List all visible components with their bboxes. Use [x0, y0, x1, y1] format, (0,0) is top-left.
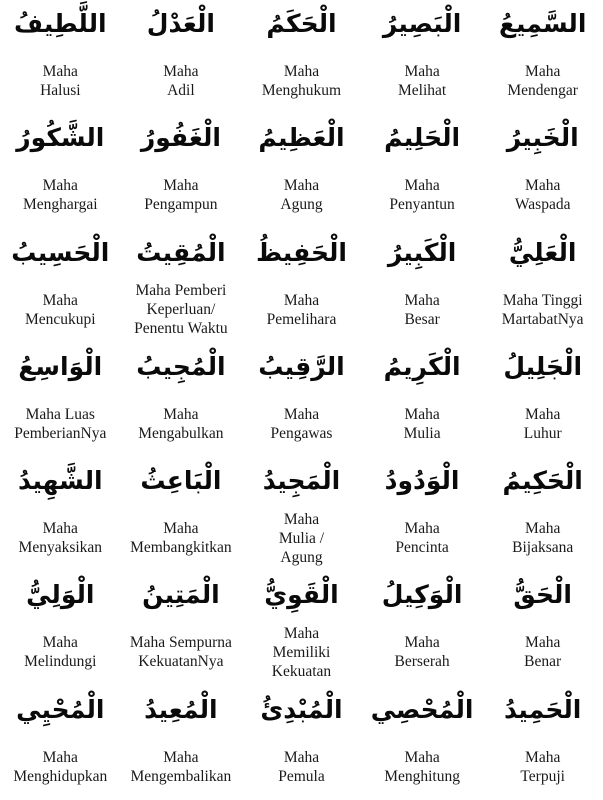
arabic-name: الْحَكَمُ — [266, 9, 337, 38]
meaning-line: Benar — [524, 653, 562, 671]
arabic-name: الْوَدُودُ — [384, 466, 460, 496]
meaning-line: MartabatNya — [501, 310, 584, 328]
name-cell — [0, 571, 121, 685]
name-cell — [0, 343, 121, 457]
arabic-name: الْحَلِيمُ — [384, 123, 461, 153]
name-meaning — [362, 164, 483, 226]
arabic-name: الْمَتِينُ — [142, 580, 220, 610]
meaning-line: KekuatanNya — [138, 653, 224, 671]
arabic-name: الْمُجِيبُ — [136, 351, 226, 381]
name-cell — [362, 229, 483, 343]
name-meaning — [0, 50, 121, 112]
arabic-name: الْعَلِيُّ — [508, 237, 577, 267]
meaning-line: Pengampun — [144, 196, 218, 214]
meaning-line: Maha — [404, 177, 440, 195]
name-meaning — [241, 507, 362, 569]
name-cell — [241, 229, 362, 343]
name-cell — [482, 343, 603, 457]
meaning-line: Maha — [283, 63, 320, 80]
name-meaning — [362, 621, 483, 683]
arabic-name: الْمُقِيتُ — [136, 237, 226, 267]
name-meaning — [0, 621, 121, 683]
arabic-name: الْوَكِيلُ — [381, 580, 463, 610]
meaning-line: Maha — [404, 405, 440, 423]
arabic-name: الْمُحْصِي — [370, 694, 474, 724]
meaning-line: Maha Luas — [25, 405, 95, 423]
meaning-line: Maha — [404, 63, 440, 80]
meaning-line: Maha — [283, 510, 320, 528]
arabic-name: السَّمِيعُ — [498, 9, 587, 38]
meaning-line: Mulia — [403, 424, 441, 442]
meaning-line: Maha — [163, 405, 199, 423]
meaning-line: Halusi — [40, 82, 81, 99]
meaning-line: Maha — [525, 520, 561, 538]
meaning-line: Luhur — [523, 424, 562, 442]
meaning-line: Maha Pemberi — [135, 282, 227, 300]
meaning-line: Maha — [283, 177, 320, 195]
arabic-name: الْعَدْلُ — [146, 9, 215, 38]
name-meaning — [0, 279, 121, 341]
meaning-line: Maha — [163, 520, 199, 538]
meaning-line: Mulia / — [278, 529, 325, 547]
arabic-name: الْحَسِيبُ — [11, 237, 110, 267]
name-cell — [121, 457, 242, 571]
name-meaning — [362, 736, 483, 798]
meaning-line: Mengembalikan — [130, 767, 232, 785]
name-meaning — [0, 164, 121, 226]
name-meaning — [482, 279, 603, 341]
arabic-name: الْحَكِيمُ — [502, 466, 583, 496]
meaning-line: Membangkitkan — [130, 539, 232, 557]
meaning-line: Menghargai — [22, 196, 98, 214]
meaning-line: Melihat — [397, 82, 447, 99]
name-cell — [241, 114, 362, 228]
meaning-line: Maha — [525, 634, 561, 652]
arabic-name: الْكَبِيرُ — [387, 237, 457, 267]
name-cell — [0, 114, 121, 228]
name-cell — [362, 114, 483, 228]
name-cell — [121, 343, 242, 457]
arabic-name: الْمُعِيدُ — [144, 694, 218, 724]
name-meaning — [482, 164, 603, 226]
meaning-line: Maha — [283, 405, 320, 423]
arabic-name: الْحَقُّ — [513, 580, 572, 610]
meaning-line: Maha — [42, 63, 78, 80]
meaning-line: Pemelihara — [266, 310, 337, 328]
meaning-line: Besar — [404, 310, 440, 328]
meaning-line: Maha — [404, 291, 440, 309]
name-cell — [482, 114, 603, 228]
meaning-line: Mengabulkan — [138, 424, 224, 442]
meaning-line: Kekuatan — [271, 662, 332, 680]
name-cell — [0, 0, 121, 114]
name-meaning — [121, 50, 242, 112]
meaning-line: Maha — [283, 291, 320, 309]
meaning-line: Mendengar — [507, 82, 578, 99]
name-meaning — [362, 507, 483, 569]
meaning-line: Maha — [42, 634, 78, 652]
name-cell — [362, 686, 483, 800]
meaning-line: Memiliki — [272, 643, 331, 661]
name-cell — [121, 571, 242, 685]
arabic-name: الْمُبْدِئُ — [260, 694, 343, 724]
arabic-name: الْمَجِيدُ — [262, 466, 341, 496]
meaning-line: Maha — [42, 748, 78, 766]
arabic-name: الْحَفِيظُ — [256, 237, 347, 267]
name-cell — [121, 0, 242, 114]
arabic-name: الْكَرِيمُ — [383, 351, 461, 381]
meaning-line: Penyantun — [389, 196, 455, 214]
name-cell — [121, 114, 242, 228]
name-meaning — [0, 507, 121, 569]
arabic-name: الْبَاعِثُ — [140, 466, 222, 496]
name-meaning — [121, 736, 242, 798]
meaning-line: Maha — [283, 624, 320, 642]
meaning-line: Melindungi — [24, 653, 97, 671]
name-meaning — [482, 393, 603, 455]
name-meaning — [362, 50, 483, 112]
meaning-line: Mencukupi — [24, 310, 96, 328]
name-cell — [0, 457, 121, 571]
meaning-line: Maha — [404, 634, 440, 652]
arabic-name: الْوَلِيُّ — [26, 580, 95, 610]
name-cell — [362, 571, 483, 685]
name-meaning — [482, 736, 603, 798]
meaning-line: PemberianNya — [14, 424, 107, 442]
name-meaning — [0, 736, 121, 798]
meaning-line: Maha — [525, 748, 561, 766]
name-cell — [482, 0, 603, 114]
name-cell — [482, 457, 603, 571]
arabic-name: الْبَصِيرُ — [382, 9, 462, 38]
arabic-name: الْخَبِيرُ — [506, 123, 579, 153]
name-meaning — [482, 507, 603, 569]
name-meaning — [482, 50, 603, 112]
name-meaning — [121, 621, 242, 683]
name-cell — [241, 686, 362, 800]
name-cell — [362, 457, 483, 571]
arabic-name: الشَّكُورُ — [16, 123, 105, 153]
arabic-name: الْقَوِيُّ — [264, 580, 339, 610]
arabic-name: الْمُحْيِي — [16, 694, 105, 724]
arabic-name: الْجَلِيلُ — [503, 351, 583, 381]
arabic-name: الْغَفُورُ — [140, 123, 221, 153]
name-cell — [241, 571, 362, 685]
meaning-line: Maha — [42, 291, 78, 309]
meaning-line: Berserah — [394, 653, 450, 671]
meaning-line: Maha — [163, 63, 199, 80]
meaning-line: Maha Tinggi — [502, 291, 583, 309]
name-meaning — [241, 621, 362, 683]
name-cell — [121, 686, 242, 800]
meaning-line: Penentu Waktu — [134, 320, 228, 338]
meaning-line: Maha — [42, 520, 78, 538]
name-meaning — [121, 164, 242, 226]
name-cell — [362, 0, 483, 114]
name-meaning — [121, 393, 242, 455]
name-meaning — [121, 507, 242, 569]
meaning-line: Keperluan/ — [146, 301, 216, 319]
arabic-name: اللَّطِيفُ — [14, 9, 107, 38]
meaning-line: Maha — [163, 748, 199, 766]
meaning-line: Menghidupkan — [13, 767, 108, 785]
name-meaning — [482, 621, 603, 683]
meaning-line: Bijaksana — [512, 539, 574, 557]
name-meaning — [362, 279, 483, 341]
arabic-name: الرَّقِيبُ — [258, 351, 345, 381]
meaning-line: Menghitung — [384, 767, 460, 785]
name-cell — [362, 343, 483, 457]
name-meaning — [362, 393, 483, 455]
meaning-line: Adil — [167, 82, 195, 99]
name-meaning — [241, 279, 362, 341]
meaning-line: Agung — [280, 548, 323, 566]
meaning-line: Maha — [525, 405, 561, 423]
meaning-line: Maha — [404, 748, 440, 766]
meaning-line: Maha Sempurna — [129, 634, 232, 652]
name-cell — [121, 229, 242, 343]
name-cell — [241, 0, 362, 114]
meaning-line: Maha — [163, 177, 199, 195]
arabic-name: الشَّهِيدُ — [18, 466, 103, 496]
meaning-line: Menyaksikan — [18, 539, 103, 557]
arabic-name: الْوَاسِعُ — [18, 351, 103, 381]
meaning-line: Terpuji — [520, 767, 565, 785]
arabic-name: الْعَظِيمُ — [258, 123, 345, 153]
meaning-line: Waspada — [514, 196, 571, 214]
name-cell — [241, 343, 362, 457]
meaning-line: Agung — [280, 196, 323, 214]
name-meaning — [241, 50, 362, 112]
meaning-line: Maha — [525, 177, 561, 195]
name-cell — [0, 686, 121, 800]
name-meaning — [0, 393, 121, 455]
meaning-line: Maha — [404, 520, 440, 538]
meaning-line: Maha — [283, 748, 320, 766]
name-cell — [482, 229, 603, 343]
name-meaning — [241, 736, 362, 798]
name-cell — [0, 229, 121, 343]
meaning-line: Maha — [42, 177, 78, 195]
meaning-line: Pengawas — [270, 424, 333, 442]
name-cell — [482, 686, 603, 800]
meaning-line: Menghukum — [261, 82, 342, 99]
meaning-line: Pemula — [278, 767, 325, 785]
name-cell — [241, 457, 362, 571]
name-meaning — [241, 164, 362, 226]
name-meaning — [121, 279, 242, 341]
meaning-line: Maha — [525, 63, 561, 80]
name-cell — [482, 571, 603, 685]
arabic-name: الْحَمِيدُ — [503, 694, 582, 724]
name-meaning — [241, 393, 362, 455]
meaning-line: Pencinta — [395, 539, 449, 557]
